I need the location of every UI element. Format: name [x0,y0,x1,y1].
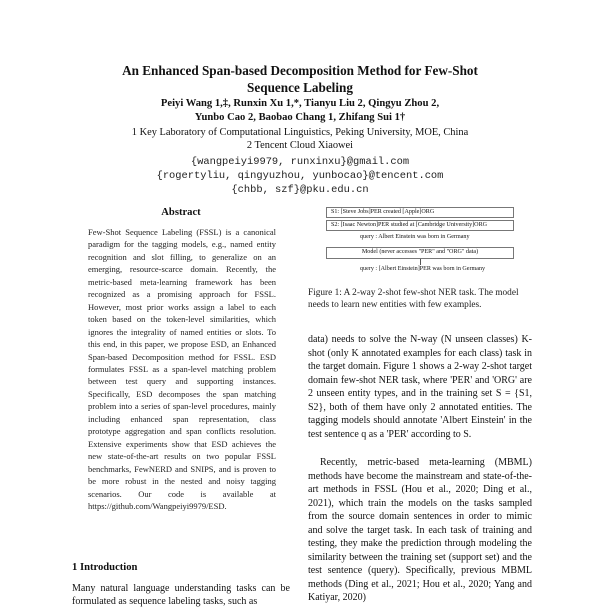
email-line-1: {wangpeiyi9979, runxinxu}@gmail.com [190,156,410,168]
abstract-heading: Abstract [161,207,201,218]
email-line-3: {chbb, szf}@pku.edu.cn [231,184,369,196]
abstract-body [88,226,276,512]
figure-caption: Figure 1: A 2-way 2-shot few-shot NER task. The model needs to learn new entities with few examples. [308,288,519,310]
figure-model: Model (never accesses "PER" and "ORG" data) [326,247,514,259]
figure-query: query : Albert Einstein was born in Germany [360,234,470,240]
affiliation-2: 2 Tencent Cloud Xiaowei [246,140,354,151]
title-line-2: Sequence Labeling [247,80,353,95]
figure-support-s2: S2: [Isaac Newton]PER studied at [Cambridge University]ORG [326,220,514,231]
body-paragraph-2-text: Recently, metric-based meta-learning (MBML) methods have become the mainstream and state-of-the-art methods in FSSL (Hou et al., 2020; Ding et al., 2021), which train the models on the tasks sampled from the source domain sentences in order to mimic and solve the target task. In each task of training and testing, they make the prediction through modeling the similarity between the training set (support set) and the test sentence (query). Specifically, previous MBML methods (Ding et al., 2021; Hou et al., 2020; Yang and Katiyar, 2020) [308,457,532,604]
authors-line-1: Peiyi Wang 1,‡, Runxin Xu 1,*, Tianyu Liu 2, Qingyu Zhou 2, [160,98,440,109]
abstract-text: Few-Shot Sequence Labeling (FSSL) is a canonical paradigm for the tagging models, e.g., named entity recognition and slot filling, to generalize on an emerging, resource-scarce domain. Recently, the metric-based meta-learning framework has been recognized as a promising approach for FSSL. However, most prior works assign a label to each token based on the token-level similarities, which ignores the integrality of named entities or slots. To this end, in this paper, we propose ESD, an Enhanced Span-based Decomposition method for FSSL. ESD formulates FSSL as a span-level matching problem between test query and supporting instances. Specifically, ESD decomposes the span matching problem into a series of span-level procedures, mainly including enhanced span representation, class prototype aggregation and span conflicts resolution. Extensive experiments show that ESD achieves the new state-of-the-art results on two popular FSSL benchmarks, FewNERD and SNIPS, and is proven to be more robust in the nested and noisy tagging scenarios. Our code is available at https://github.com/Wangpeiyi9979/ESD. [88,227,276,511]
paper-title [40,62,560,96]
introduction-text: Many natural language understanding tasks can be formulated as sequence labeling tasks, such as [72,583,290,607]
email-line-2: {rogertyliu, qingyuzhou, yunbocao}@tencent.com [156,170,444,182]
figure-support-s1: S1: [Steve Jobs]PER created [Apple]ORG [326,207,514,218]
figure-output: query : [Albert Einstein]PER was born in Germany [360,266,486,272]
affiliation-1: 1 Key Laboratory of Computational Linguistics, Peking University, MOE, China [131,127,469,138]
body-paragraph-1-text: data) needs to solve the N-way (N unseen classes) K-shot (only K annotated examples for each class) task in the target domain. Figure 1 shows a 2-way 2-shot target domain few-shot NER task, where 'PER' and 'ORG' are 2 unseen entity types, and in the training set S = {S1, S2}, both of them have only 2 annotated entities. The tagging models should annotate 'Albert Einstein' in the test sentence q as a 'PER' according to S. [308,334,532,440]
title-line-1: An Enhanced Span-based Decomposition Method for Few-Shot [122,63,478,78]
affiliations [40,126,560,152]
body-paragraph-1 [308,333,532,441]
introduction-heading: 1 Introduction [72,562,138,573]
authors-line-2: Yunbo Cao 2, Baobao Chang 1, Zhifang Sui 1† [194,112,406,123]
author-list [40,97,560,125]
body-paragraph-2 [308,456,532,605]
emails [40,155,560,197]
